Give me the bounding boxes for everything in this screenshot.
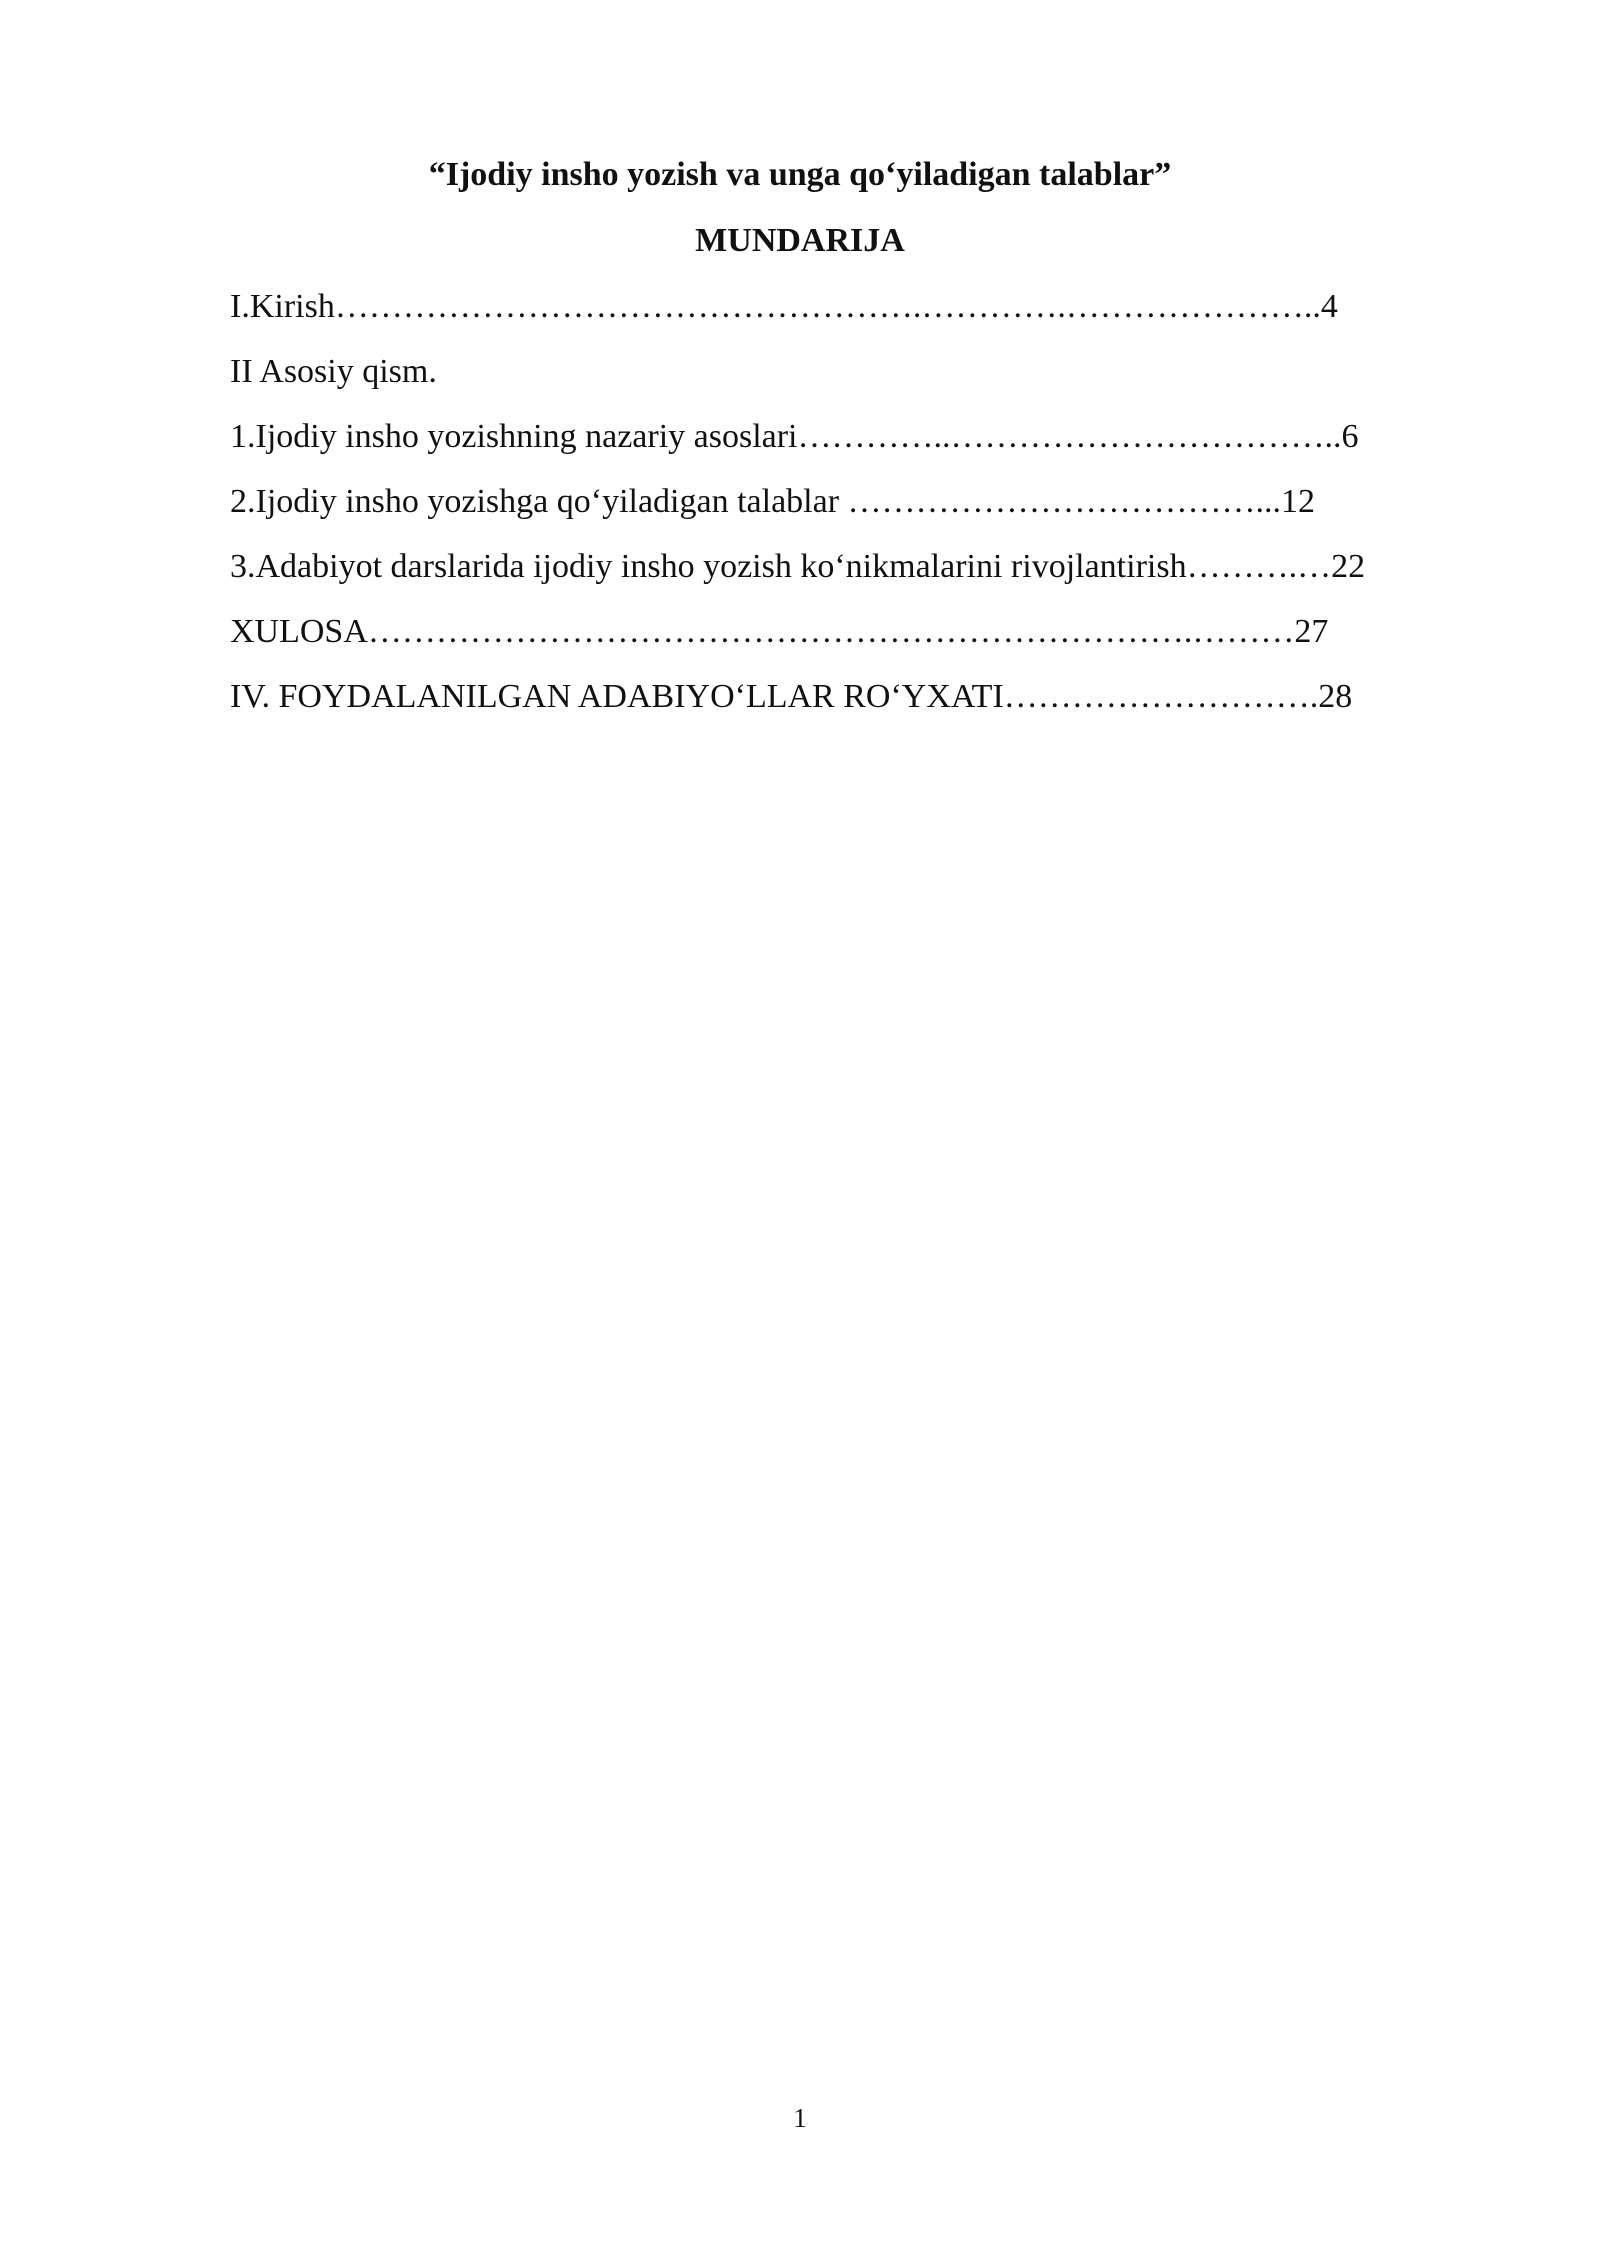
toc-entry-asosiy-qism: II Asosiy qism.	[230, 353, 437, 390]
toc-entry-xulosa: XULOSA……………………………………………………………….………27	[230, 613, 1329, 650]
toc-entry-konikmalar: 3.Adabiyot darslarida ijodiy insho yozish ko‘nikmalarini rivojlantirish……….…22	[230, 548, 1366, 585]
document-title: “Ijodiy insho yozish va unga qo‘yiladigan talablar”	[428, 156, 1172, 193]
toc-entry-kirish: I.Kirish…………………………………………….………….…………………..4	[230, 288, 1338, 325]
toc-entry-talablar: 2.Ijodiy insho yozishga qo‘yiladigan talablar ………………………………...12	[230, 483, 1316, 520]
page-number: 1	[793, 2103, 807, 2133]
toc-heading: MUNDARIJA	[695, 222, 905, 259]
toc-entry-adabiyotlar: IV. FOYDALANILGAN ADABIYO‘LLAR RO‘YXATI……………………….28	[230, 678, 1353, 715]
toc-entry-nazariy-asoslari: 1.Ijodiy insho yozishning nazariy asoslari…………..……………………………..6	[230, 418, 1359, 455]
